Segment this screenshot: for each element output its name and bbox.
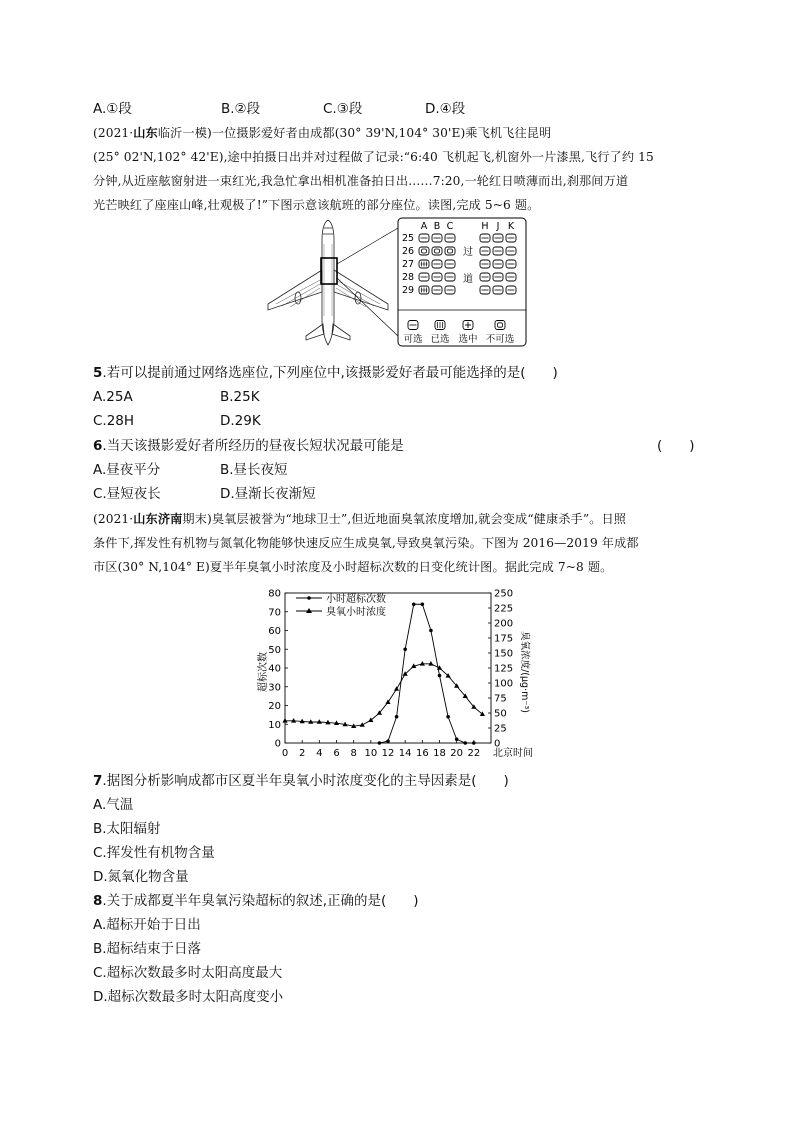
x-tick-label: 0 — [281, 748, 289, 759]
passage1-line3: 分钟,从近座舷窗射进一束红光,我急忙拿出相机准备拍日出……7:20,一轮红日喷薄而出,刹那间万道 — [93, 174, 629, 188]
passage1-line2: (25° 02'N,102° 42'E),途中拍摄日出并对过程做了记录:“6:40 飞机起飞,机窗外一片漆黑,飞行了约 15 — [93, 150, 654, 164]
q5-text: .若可以提前通过网络选座位,下列座位中,该摄影爱好者最可能选择的是( ) — [102, 365, 558, 381]
left-tick-label: 50 — [268, 644, 281, 656]
seat-25H[interactable] — [480, 234, 490, 242]
ozone-concentration-point — [291, 718, 296, 723]
right-tick-label: 150 — [494, 648, 514, 660]
exceed-count-point — [386, 739, 390, 743]
q8-option-c[interactable]: C.超标次数最多时太阳高度最大 — [93, 965, 283, 981]
legend-label-available: 可选 — [403, 334, 423, 345]
seat-27J[interactable] — [493, 260, 503, 268]
legend-available-icon — [408, 321, 418, 330]
q5-option-d[interactable]: D.29K — [220, 413, 261, 429]
col-b: B — [433, 221, 441, 232]
q7-option-b[interactable]: B.太阳辐射 — [93, 821, 161, 837]
col-a: A — [420, 221, 428, 232]
row-29: 29 — [401, 285, 415, 296]
seat-27C[interactable] — [445, 260, 455, 268]
q7-option-c[interactable]: C.挥发性有机物含量 — [93, 845, 215, 861]
col-h: H — [481, 221, 489, 232]
exceed-count-point — [429, 629, 433, 633]
left-tick-label: 80 — [268, 588, 281, 600]
exceed-count-point — [412, 602, 416, 606]
x-tick-label: 20 — [450, 748, 464, 759]
col-j: J — [496, 221, 500, 232]
passage2-line2: 条件下,挥发性有机物与氮氧化物能够快速反应生成臭氧,导致臭氧污染。下图为 2016—2019 年成都 — [93, 536, 639, 550]
seat-29K[interactable] — [506, 286, 516, 294]
seat-26H[interactable] — [480, 247, 490, 255]
exceed-count-point — [463, 741, 467, 745]
x-tick-label: 10 — [364, 748, 378, 759]
seat-25J[interactable] — [493, 234, 503, 242]
series-line-1 — [379, 604, 473, 743]
exceed-count-point — [438, 674, 442, 678]
seat-map-figure — [262, 212, 532, 352]
row-25: 25 — [401, 233, 415, 244]
x-tick-label: 14 — [398, 748, 412, 759]
x-tick-label: 8 — [350, 748, 357, 759]
q7-text: .据图分析影响成都市区夏半年臭氧小时浓度变化的主导因素是( ) — [102, 773, 509, 789]
passage2-source-rest: 期末)臭氧层被誉为“地球卫士”,但近地面臭氧浓度增加,就会变成“健康杀手”。日照 — [182, 512, 627, 526]
x-tick-label: 6 — [333, 748, 340, 759]
row-27: 27 — [401, 259, 415, 270]
q8-option-a[interactable]: A.超标开始于日出 — [93, 917, 201, 933]
x-tick-label: 2 — [298, 748, 306, 759]
ozone-concentration-point — [394, 686, 399, 691]
legend-selected-icon — [463, 321, 473, 330]
chart-ylabel-left: 超标次数 — [258, 652, 269, 692]
q6-option-b[interactable]: B.昼长夜短 — [220, 462, 288, 478]
passage2-source-bold: 山东济南 — [133, 512, 183, 526]
seat-26J[interactable] — [493, 247, 503, 255]
seat-25C[interactable] — [445, 234, 455, 242]
legend-label-taken: 已选 — [430, 334, 450, 345]
passage2-line3: 市区(30° N,104° E)夏半年臭氧小时浓度及小时超标次数的日变化统计图。据此完成 7~8 题。 — [93, 560, 613, 574]
seat-25K[interactable] — [506, 234, 516, 242]
q8-stem — [93, 892, 419, 910]
seat-27H[interactable] — [480, 260, 490, 268]
airplane-icon — [268, 220, 388, 345]
legend-label-unavailable: 不可选 — [485, 334, 515, 345]
q6-stem — [93, 437, 404, 455]
passage2-line1 — [93, 510, 626, 528]
q5-option-c[interactable]: C.28H — [93, 413, 135, 429]
q4-option-b[interactable]: B.②段 — [221, 101, 261, 117]
exceed-count-point — [472, 741, 476, 745]
q5-number: 5 — [93, 365, 103, 381]
right-tick-label: 100 — [494, 678, 514, 690]
passage1-source-rest: 临沂一模)一位摄影爱好者由成都(30° 39'N,104° 30'E)乘飞机飞往昆明 — [157, 126, 552, 140]
legend-taken-icon — [435, 321, 445, 330]
ozone-concentration-point — [428, 661, 433, 666]
q7-number: 7 — [93, 773, 103, 789]
q5-option-a[interactable]: A.25A — [93, 389, 133, 405]
exceed-count-point — [421, 602, 425, 606]
q4-option-d[interactable]: D.④段 — [425, 101, 466, 117]
q7-option-a[interactable]: A.气温 — [93, 797, 134, 813]
exceed-count-point — [378, 741, 382, 745]
right-tick-label: 250 — [494, 588, 514, 600]
ozone-concentration-point — [282, 718, 287, 723]
seat-29J[interactable] — [493, 286, 503, 294]
seat-26A — [419, 247, 429, 255]
ozone-concentration-point — [420, 661, 425, 666]
seat-28B[interactable] — [432, 273, 442, 281]
x-tick-label: 4 — [316, 748, 323, 759]
q8-option-d[interactable]: D.超标次数最多时太阳高度变小 — [93, 989, 284, 1005]
left-tick-label: 40 — [268, 663, 281, 675]
left-tick-label: 30 — [268, 682, 281, 694]
seat-28H[interactable] — [480, 273, 490, 281]
chart-xlabel: 北京时间 — [493, 748, 533, 759]
ozone-concentration-point — [317, 719, 322, 724]
left-tick-label: 70 — [268, 607, 281, 619]
aisle-label-1: 过 — [463, 247, 473, 258]
q6-number: 6 — [93, 438, 103, 454]
legend-unavailable-icon — [495, 321, 505, 330]
col-c: C — [446, 221, 454, 232]
passage1-source-bold: 山东 — [133, 126, 158, 140]
row-28: 28 — [401, 272, 415, 283]
seat-27A — [419, 260, 429, 268]
right-tick-label: 225 — [494, 603, 514, 615]
q4-option-a[interactable]: A.①段 — [93, 101, 132, 117]
right-tick-label: 175 — [494, 633, 514, 645]
passage1-source: (2021· — [93, 126, 134, 140]
q7-option-d[interactable]: D.氮氧化物含量 — [93, 869, 189, 885]
legend-circle-marker — [307, 596, 311, 600]
x-tick-label: 22 — [467, 748, 481, 759]
q6-option-d[interactable]: D.昼渐长夜渐短 — [220, 486, 316, 502]
x-tick-label: 16 — [415, 748, 429, 759]
ozone-concentration-point — [360, 722, 365, 727]
row-26: 26 — [401, 246, 415, 257]
chart-frame — [285, 593, 491, 743]
left-tick-label: 60 — [268, 626, 281, 637]
right-tick-label: 125 — [494, 663, 514, 675]
aisle-label-2: 道 — [463, 274, 473, 285]
passage1-line1 — [93, 124, 551, 142]
q6-answer-paren: ( ) — [657, 438, 695, 454]
seat-highlight-box — [321, 258, 337, 284]
chart-plot-area — [268, 589, 513, 760]
right-tick-label: 0 — [494, 738, 501, 750]
left-tick-label: 10 — [268, 719, 281, 731]
ozone-chart — [248, 580, 550, 762]
passage2-source: (2021· — [93, 512, 134, 526]
q8-option-b[interactable]: B.超标结束于日落 — [93, 941, 202, 957]
seat-26B — [432, 247, 442, 255]
seat-27K[interactable] — [506, 260, 516, 268]
seat-27B[interactable] — [432, 260, 442, 268]
q5-stem — [93, 364, 558, 382]
q4-option-c[interactable]: C.③段 — [323, 101, 363, 117]
seat-29H[interactable] — [480, 286, 490, 294]
seat-29C[interactable] — [445, 286, 455, 294]
right-tick-label: 200 — [494, 618, 514, 630]
seat-25B[interactable] — [432, 234, 442, 242]
left-tick-label: 0 — [274, 738, 281, 750]
seat-28K[interactable] — [506, 273, 516, 281]
q6-option-c[interactable]: C.昼短夜长 — [93, 486, 161, 502]
legend-series-1: 小时超标次数 — [326, 594, 386, 605]
chart-legend — [296, 592, 386, 618]
right-tick-label: 50 — [494, 708, 507, 720]
seat-28J[interactable] — [493, 273, 503, 281]
right-tick-label: 75 — [494, 693, 507, 705]
exceed-count-point — [455, 737, 459, 741]
q6-text: .当天该摄影爱好者所经历的昼夜长短状况最可能是 — [102, 438, 404, 454]
exceed-count-point — [446, 715, 450, 719]
q6-option-a[interactable]: A.昼夜平分 — [93, 462, 161, 478]
seat-29B[interactable] — [432, 286, 442, 294]
seat-29A — [419, 286, 429, 294]
seat-26K[interactable] — [506, 247, 516, 255]
x-tick-label: 12 — [381, 748, 395, 759]
series-line-2 — [285, 664, 482, 726]
seat-28A[interactable] — [419, 273, 429, 281]
q5-option-b[interactable]: B.25K — [220, 389, 260, 405]
passage1-line4: 光芒映红了座座山峰,壮观极了!”下图示意该航班的部分座位。读图,完成 5~6 题。 — [93, 198, 540, 212]
q7-stem — [93, 772, 509, 790]
q8-number: 8 — [93, 893, 103, 909]
q8-text: .关于成都夏半年臭氧污染超标的叙述,正确的是( ) — [102, 893, 419, 909]
seat-28C[interactable] — [445, 273, 455, 281]
legend-series-2: 臭氧小时浓度 — [326, 607, 386, 618]
chart-ylabel-right: 臭氧浓度/(μg·m⁻³) — [519, 631, 530, 713]
legend-triangle-marker — [306, 608, 312, 613]
seat-26C — [445, 247, 455, 255]
x-tick-label: 18 — [433, 748, 446, 759]
right-tick-label: 25 — [494, 723, 507, 735]
exceed-count-point — [403, 647, 407, 651]
seat-25A[interactable] — [419, 234, 429, 242]
exceed-count-point — [395, 715, 399, 719]
col-k: K — [507, 221, 515, 232]
left-tick-label: 20 — [268, 701, 281, 712]
legend-label-selected: 选中 — [458, 334, 478, 345]
